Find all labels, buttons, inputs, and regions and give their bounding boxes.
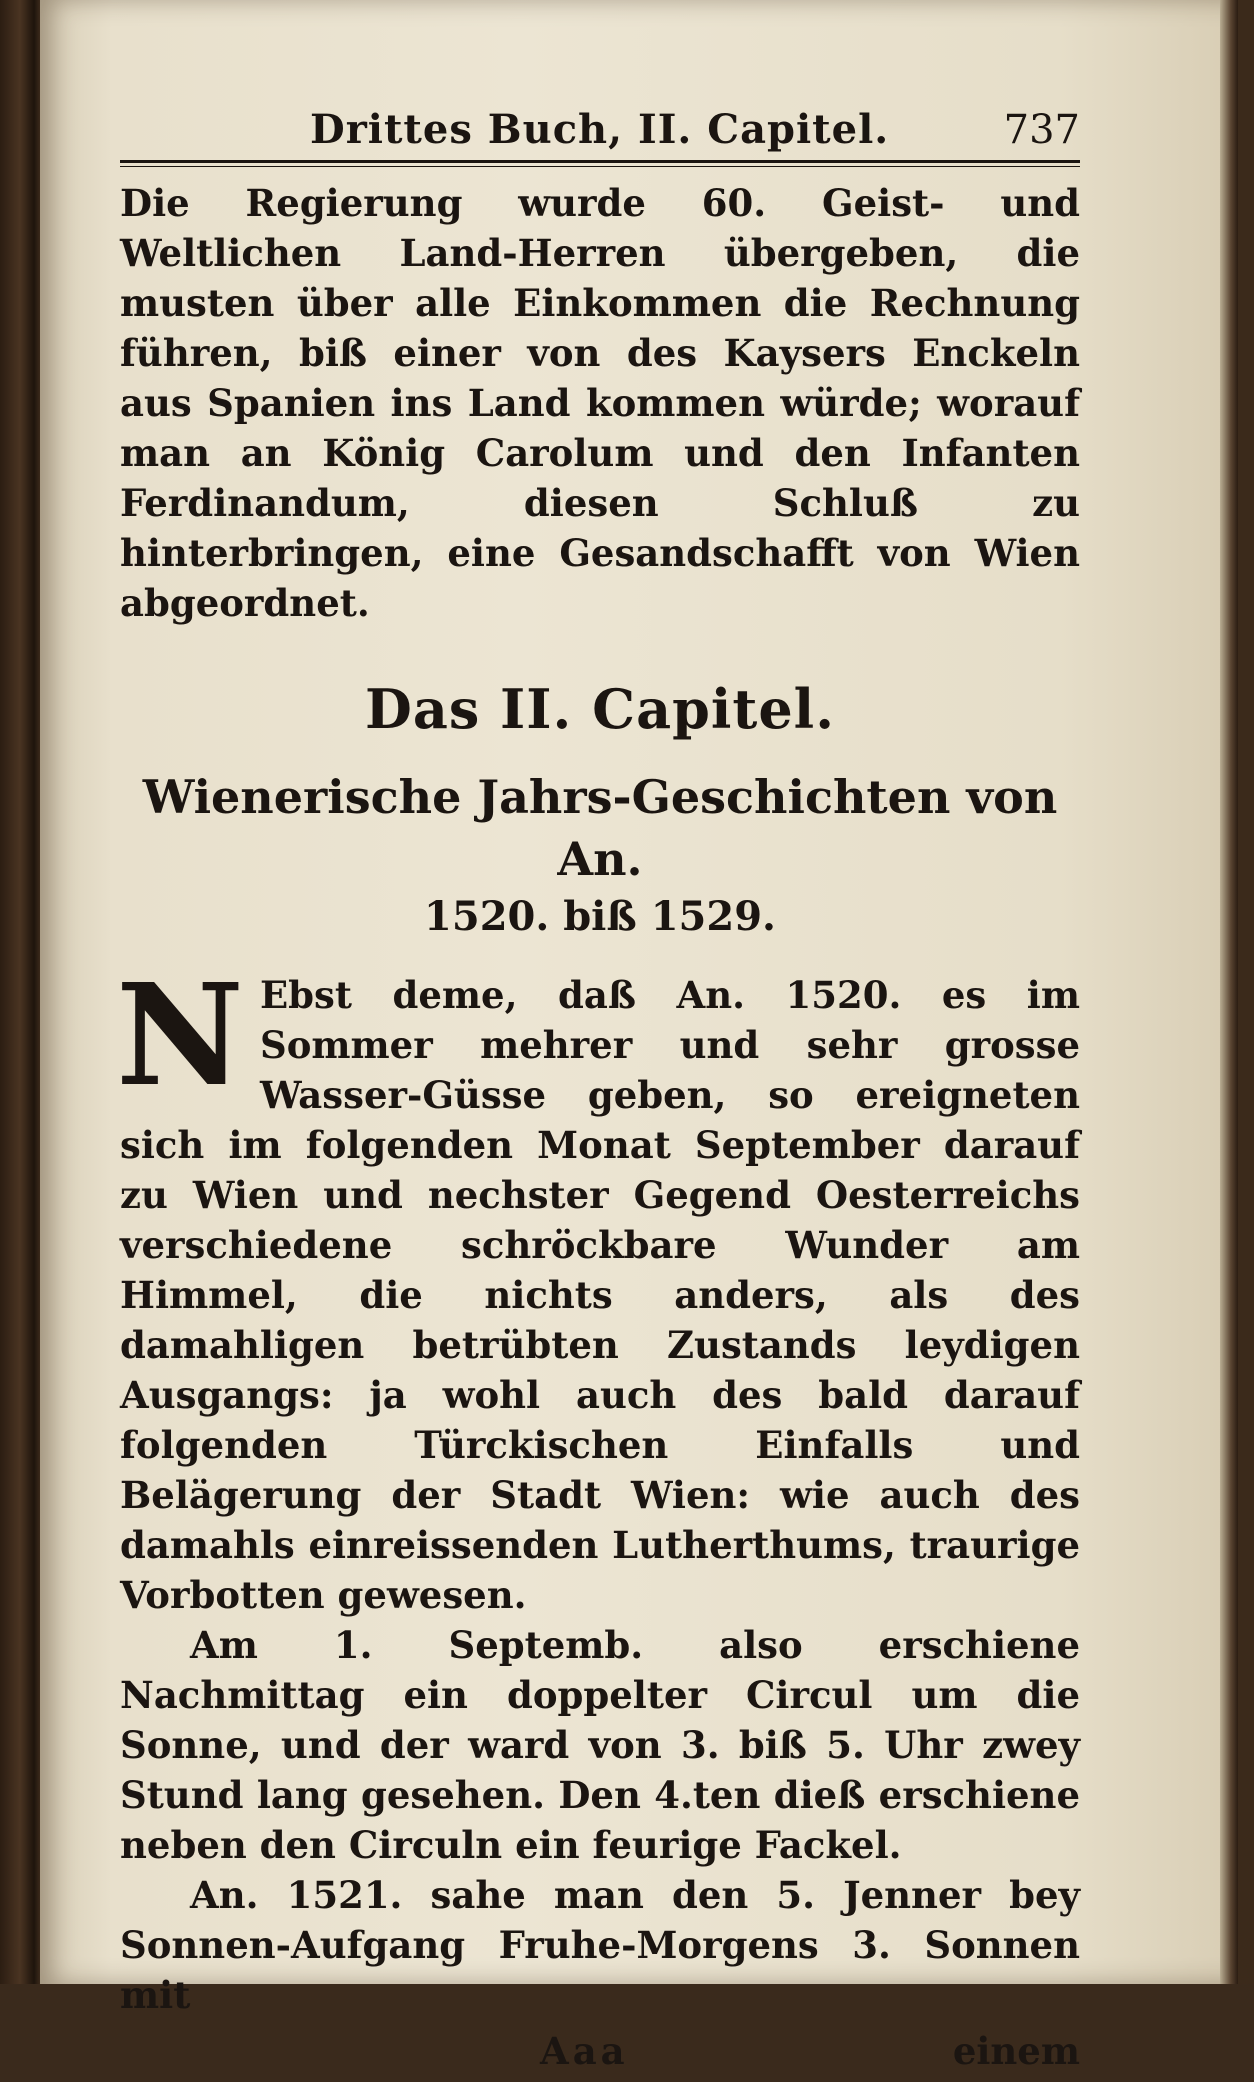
header-rule [120,160,1080,172]
page-edge [1220,0,1238,1984]
chapter-heading: Das II. Capitel. [365,677,835,741]
header-rule-thin [120,166,1080,167]
page-number: 737 [1003,107,1080,153]
header-rule-thick [120,160,1080,163]
signature-mark: Aaa [540,2029,629,2073]
paper-page [40,0,1238,2073]
chapter-subtitle-line2: 1520. biß 1529. [424,893,776,940]
running-header [120,100,1080,160]
paragraph-1 [116,954,1080,1620]
continued-paragraph: Die Regierung wurde 60. Geist- und Weltlichen Land-Herren übergeben, die musten über alle Einkommen die Rechnung führen, biß einer von des Kaysers Enckeln aus Spanien ins Land kommen würde; worauf man an König Carolum und den Infanten Ferdinandum, diesen Schluß zu hinterbringen, eine Gesandschafft von Wien abgeordnet. [120,181,1080,625]
running-title: Drittes Buch, II. Capitel. [310,106,890,153]
text-block [116,100,1080,2082]
paragraph-1-text: Ebst deme, daß An. 1520. es im Sommer mehrer und sehr grosse Wasser-Güsse geben, so ereigneten sich im folgenden Monat September darauf zu Wien und nechster Gegend Oesterreichs verschiedene schröckbare Wunder am Himmel, die nichts anders, als des damahligen betrübten Zustands leydigen Ausgangs: ja wohl auch des bald darauf folgenden Türckischen Einfalls und Belägerung der Stadt Wien: wie auch des damahls einreissenden Lutherthums, traurige Vorbotten gewesen. [120,973,1080,1617]
drop-capital: N [116,954,244,1118]
chapter-subtitle-line1: Wienerische Jahrs-Geschichten von An. [142,770,1058,886]
paragraph-3: An. 1521. sahe man den 5. Jenner bey Sonnen-Aufgang Fruhe-Morgens 3. Sonnen mit [120,1873,1080,2017]
catchword: einem [952,2029,1080,2073]
page-footer [120,2026,1080,2082]
paragraph-2: Am 1. Septemb. also erschiene Nachmittag ein doppelter Circul um die Sonne, und der ward von 3. biß 5. Uhr zwey Stund lang gesehen. Den 4.ten dieß erschiene neben den Circuln ein feurige Fackel. [120,1623,1080,1867]
